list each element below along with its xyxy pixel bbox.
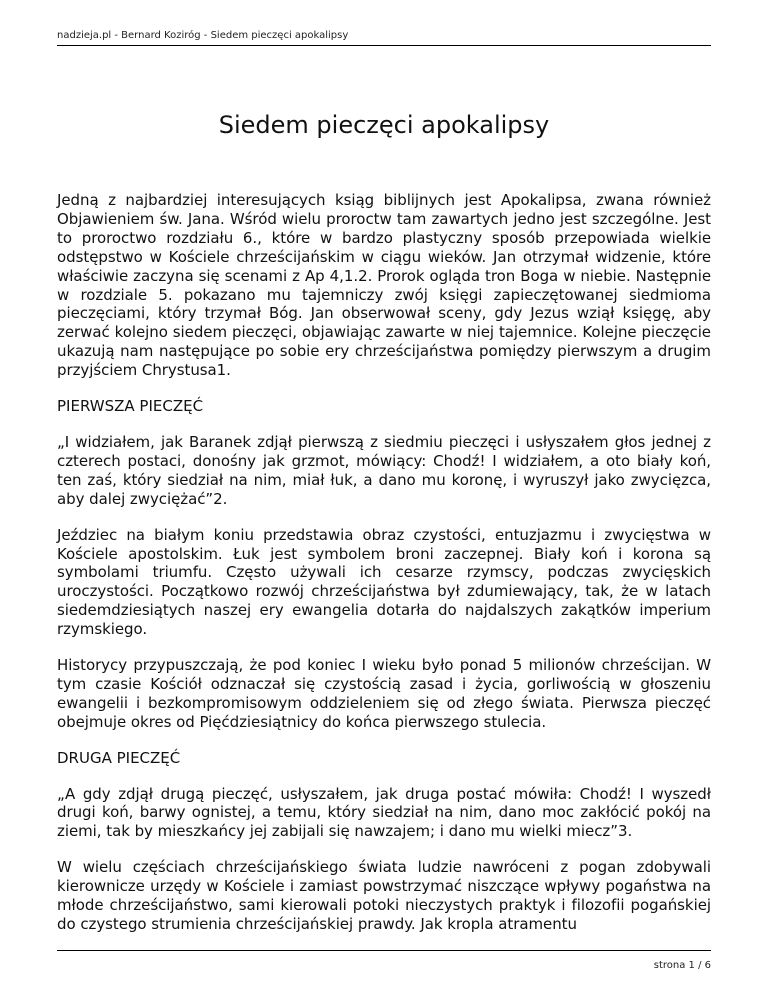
section-heading-second-seal: DRUGA PIECZĘĆ [57, 748, 181, 767]
second-seal-commentary-paragraph: W wielu częściach chrześcijańskiego świata ludzie nawróceni z pogan zdobywali kierownicze urzędy w Kościele i zamiast powstrzymać niszczące wpływy pogaństwa na młode chrześcijaństwo, sami kierowali potoki nieczystych praktyk i filozofii pogańskiej do czystego strumienia chrześcijańskiej prawdy. Jak kropla atramentu [57, 858, 711, 933]
first-seal-quote-paragraph: „I widziałem, jak Baranek zdjął pierwszą z siedmiu pieczęci i usłyszałem głos jednej z czterech postaci, donośny jak grzmot, mówiący: Chodź! I widziałem, a oto biały koń, ten zaś, który siedział na nim, miał łuk, a dano mu koronę, i wyruszył jako zwycięzca, aby dalej zwyciężać”2. [57, 432, 711, 508]
header-divider [57, 45, 711, 46]
first-seal-commentary-paragraph: Jeździec na białym koniu przedstawia obraz czystości, entuzjazmu i zwycięstwa w Kościele apostolskim. Łuk jest symbolem broni zaczepnej. Biały koń i korona są symbolami triumfu. Często używali ich cesarze rzymscy, podczas zwycięskich uroczystości. Początkowo rozwój chrześcijaństwa był zdumiewający, tak, że w latach siedemdziesiątych naszej ery ewangelia dotarła do najdalszych zakątków imperium rzymskiego. [57, 525, 711, 639]
second-seal-quote-paragraph: „A gdy zdjął drugą pieczęć, usłyszałem, jak druga postać mówiła: Chodź! I wyszedł drugi koń, barwy ognistej, a temu, który siedział na nim, dano moc zakłócić pokój na ziemi, tak by mieszkańcy jej zabijali się nawzajem; i dano mu wielki miecz”3. [57, 784, 711, 841]
section-heading-first-seal: PIERWSZA PIECZĘĆ [57, 397, 204, 416]
footer-divider [57, 950, 711, 951]
first-seal-history-paragraph: Historycy przypuszczają, że pod koniec I wieku było ponad 5 milionów chrześcijan. W tym czasie Kościół odznaczał się czystością zasad i życia, gorliwością w głoszeniu ewangelii i bezkompromisowym oddzieleniem się od złego świata. Pierwsza pieczęć obejmuje okres od Pięćdziesiątnicy do końca pierwszego stulecia. [57, 656, 711, 731]
document-body [57, 191, 711, 951]
running-header: nadzieja.pl - Bernard Koziróg - Siedem pieczęci apokalipsy [57, 30, 349, 41]
document-title: Siedem pieczęci apokalipsy [218, 111, 550, 139]
page-number: strona 1 / 6 [653, 960, 711, 971]
intro-paragraph: Jedną z najbardziej interesujących ksiąg biblijnych jest Apokalipsa, zwana również Objawieniem św. Jana. Wśród wielu proroctw tam zawartych jedno jest szczególne. Jest to proroctwo rozdziału 6., które w bardzo plastyczny sposób przepowiada wielkie odstępstwo w Kościele chrześcijańskim w ciągu wieków. Jan otrzymał widzenie, które właściwie zaczyna się scenami z Ap 4,1.2. Prorok ogląda tron Boga w niebie. Następnie w rozdziale 5. pokazano mu tajemniczy zwój księgi zapieczętowanej siedmioma pieczęciami, który trzymał Bóg. Jan obserwował sceny, gdy Jezus wziął księgę, aby zerwać kolejno siedem pieczęci, objawiając zawarte w niej tajemnice. Kolejne pieczęcie ukazują nam następujące po sobie ery chrześcijaństwa pomiędzy pierwszym a drugim przyjściem Chrystusa1. [57, 191, 711, 380]
